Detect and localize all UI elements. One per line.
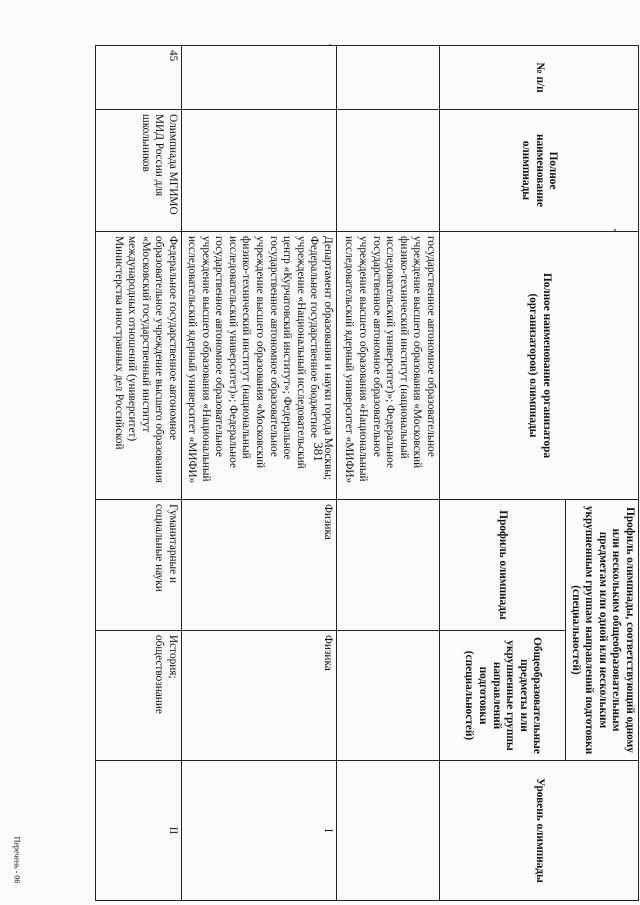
header-organizer: Полное наименование организатора (организаторов) олимпиады <box>440 232 639 500</box>
olympiad-table <box>95 45 639 901</box>
cell-profile: Гуманитарные и социальные науки <box>96 500 182 631</box>
cell-level <box>337 761 440 901</box>
cell-organizer: Департамент образования и науки города Москвы; Федеральное государственное бюджетное учреждение «Национальный исследовательский центр «Курчатовский институт»; Федеральное государственное автономное образовательное учреждение высшего образования «Московский физико-технический институт (национальный исследовательский университет)»; Федеральное государственное автономное образовательное учреждение высшего образования «Национальный исследовательский ядерный университет «МИФИ» <box>182 232 337 500</box>
header-level: Уровень олимпиады <box>440 761 639 901</box>
cell-olympiad-name <box>337 110 440 232</box>
header-number: № п/п <box>440 46 639 110</box>
table-row <box>337 46 440 901</box>
cell-olympiad-name: Олимпиада МГИМО МИД России для школьников <box>96 110 182 232</box>
cell-subjects <box>337 631 440 761</box>
table-row <box>182 46 337 901</box>
cell-subjects: Физика <box>182 631 337 761</box>
cell-level: II <box>96 761 182 901</box>
page-footer: Перечень - 06 <box>12 836 22 884</box>
page-number: 381 <box>311 442 326 462</box>
cell-olympiad-name <box>182 110 337 232</box>
header-subjects: Общеобразовательные предметы или укрупненные группы направлений подготовки (специальностей) <box>440 631 566 761</box>
cell-organizer: Федеральное государственное автономное образовательное учреждение высшего образования «Московский государственный институт международных отношений (университет) Министерства иностранных дел Российской <box>96 232 182 500</box>
cell-number: 45 <box>96 46 182 110</box>
table-row <box>96 46 182 901</box>
cell-organizer: государственное автономное образовательное учреждение высшего образования «Московский физико-технический институт (национальный исследовательский университет)»; Федеральное государственное автономное образовательное учреждение высшего образования «Национальный исследовательский ядерный университет «МИФИ» <box>337 232 440 500</box>
cell-profile: Физика <box>182 500 337 631</box>
cell-level: I <box>182 761 337 901</box>
header-row <box>566 46 639 901</box>
rotated-table-wrapper <box>97 45 639 900</box>
cell-number <box>337 46 440 110</box>
cell-profile <box>337 500 440 631</box>
cell-subjects: История; обществознание <box>96 631 182 761</box>
cell-number <box>182 46 337 110</box>
header-profile: Профиль олимпиады <box>440 500 566 631</box>
header-olympiad-name: Полное наименование олимпиады <box>440 110 639 232</box>
header-profile-group: Профиль олимпиады, соответствующий одному или нескольким общеобразовательным предметам или одной или нескольким укрупненным группам направлений подготовки (специальностей) <box>566 500 639 761</box>
